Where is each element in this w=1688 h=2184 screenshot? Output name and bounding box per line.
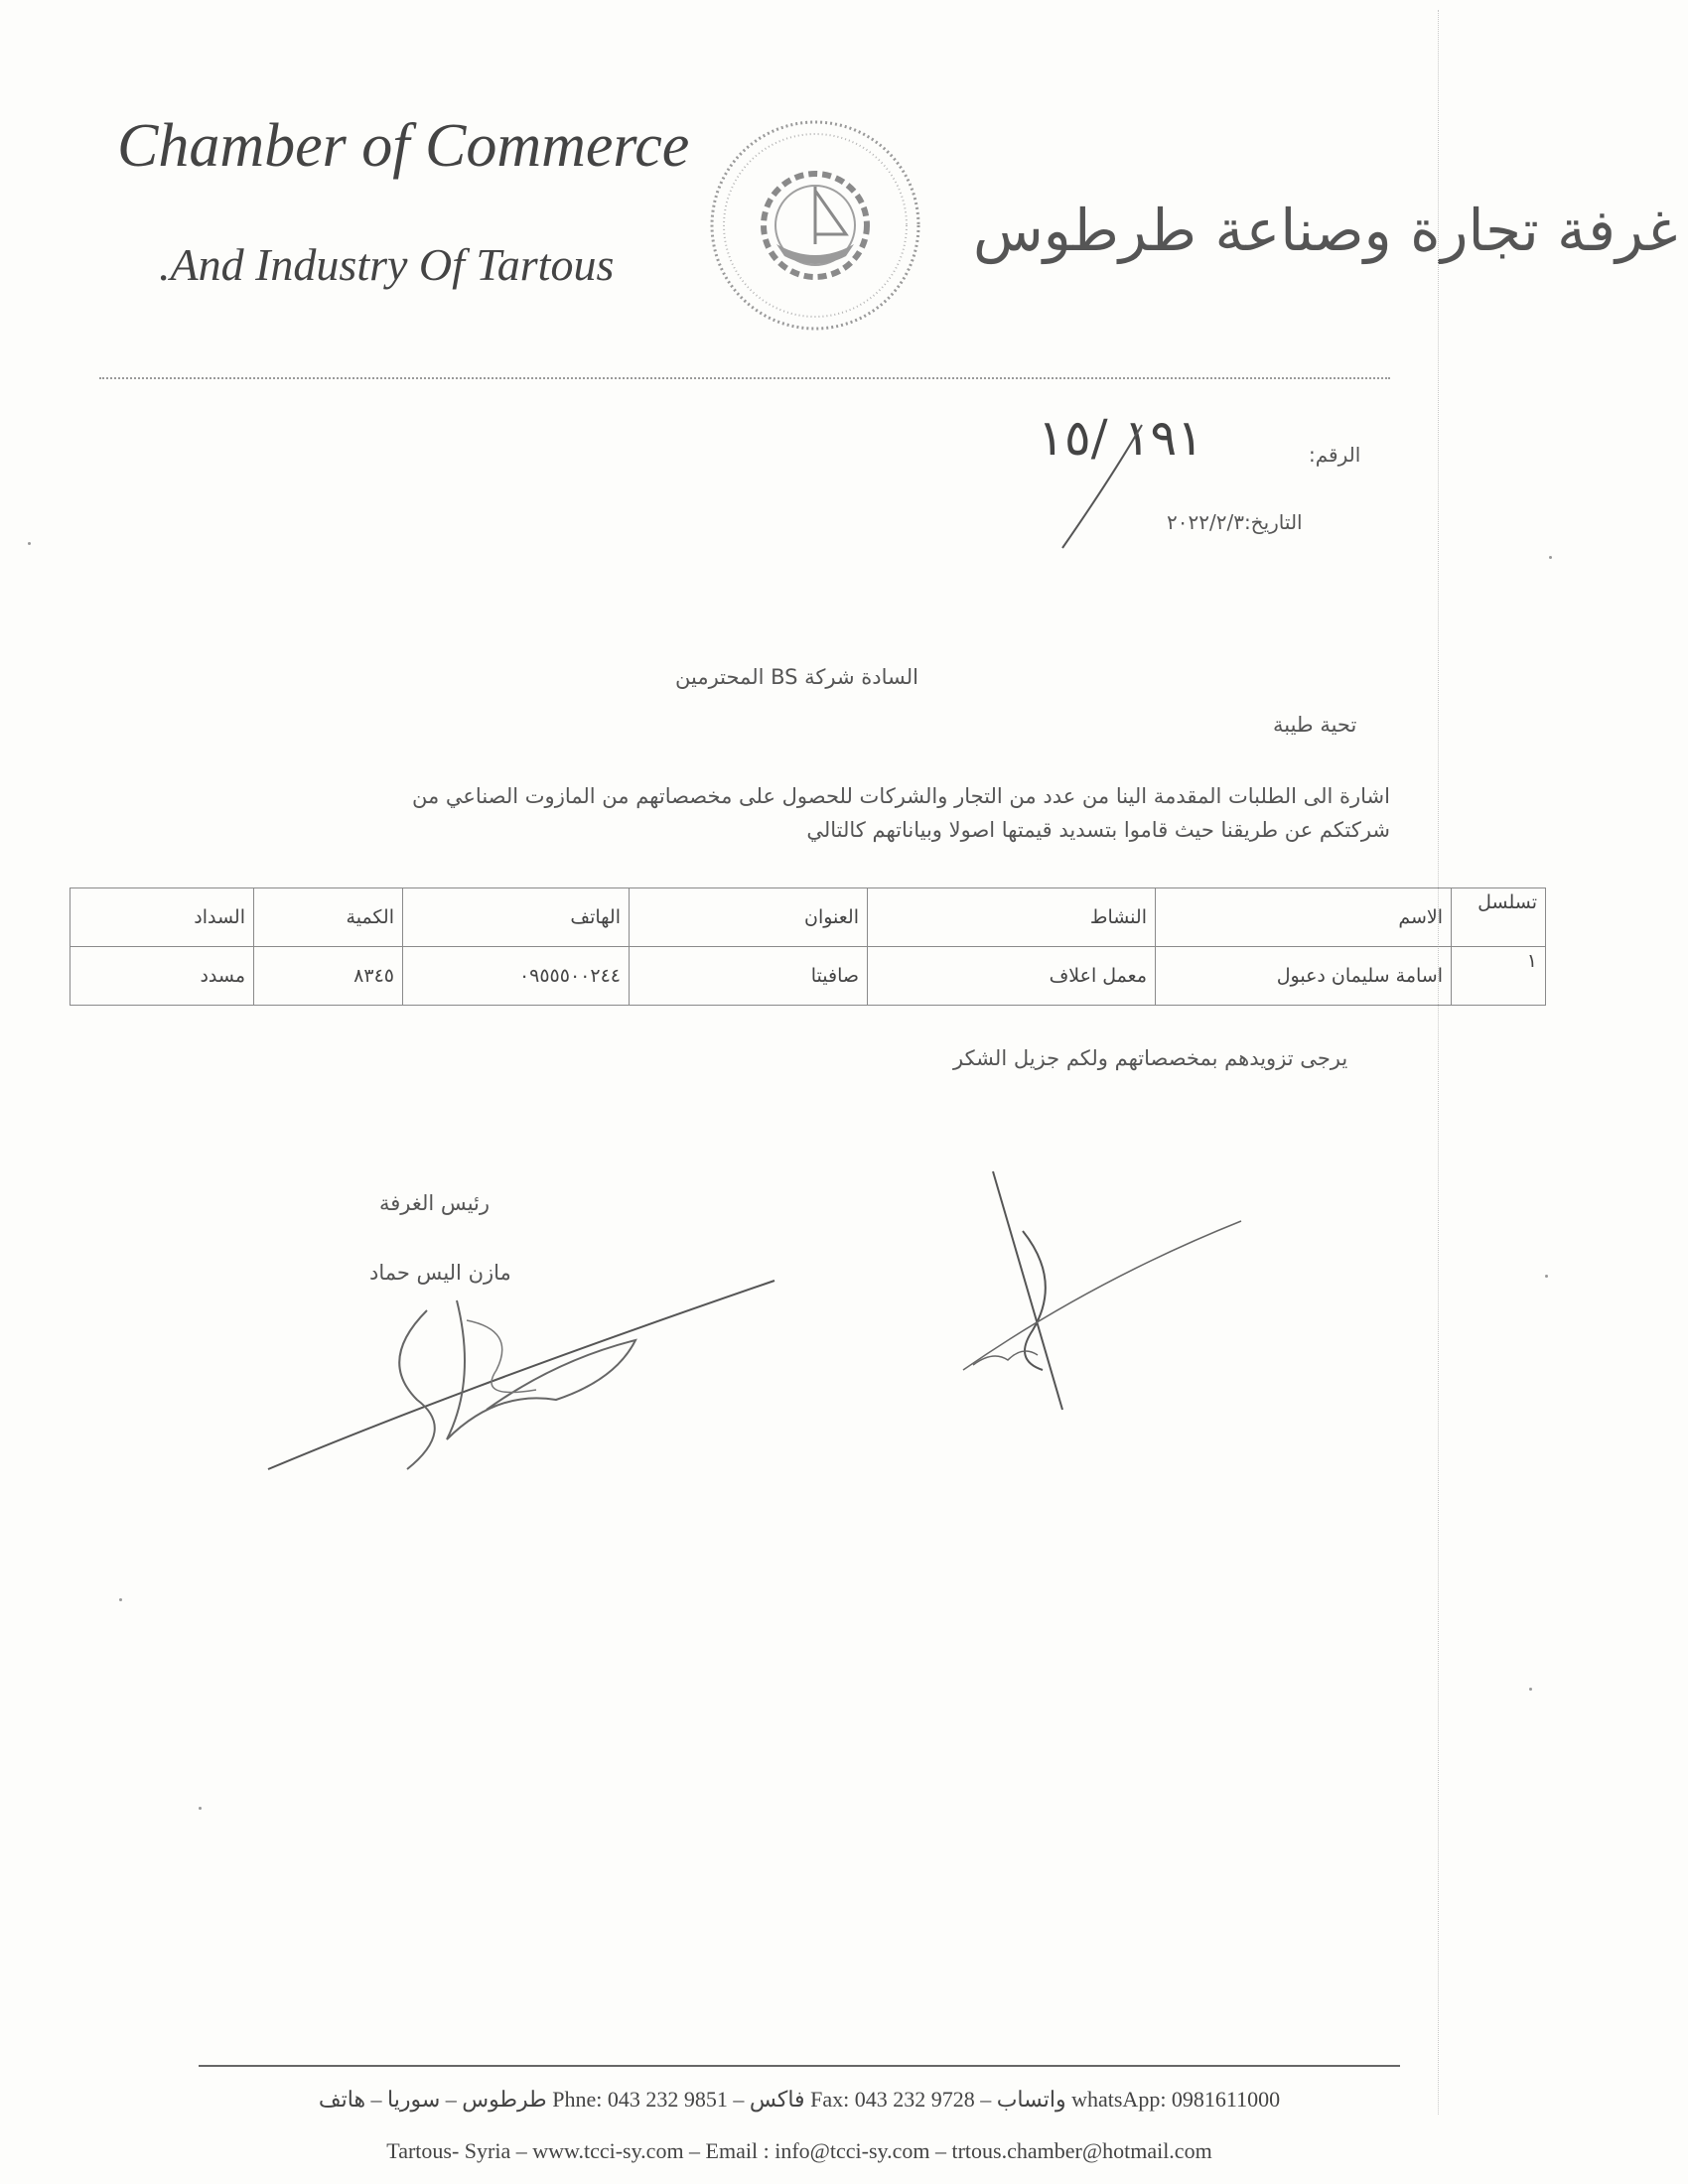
letter-closing: يرجى تزويدهم بمخصصاتهم ولكم جزيل الشكر (953, 1046, 1348, 1070)
footer-divider (199, 2065, 1400, 2067)
cell-phone: ٠٩٥٥٥٠٠٢٤٤ (403, 947, 630, 1006)
cell-activity: معمل اعلاف (868, 947, 1156, 1006)
header-phone: الهاتف (403, 888, 630, 947)
reference-date: التاريخ:٢٠٢٢/٢/٣ (1167, 510, 1303, 534)
reference-number-label: الرقم: (1309, 443, 1361, 467)
signatory-title: رئيس الغرفة (379, 1191, 491, 1215)
header-activity: النشاط (868, 888, 1156, 947)
cell-serial: ١ (1452, 947, 1546, 1006)
english-title-line2: .And Industry Of Tartous (159, 239, 615, 290)
cell-name: اسامة سليمان دعبول (1156, 947, 1452, 1006)
header-name: الاسم (1156, 888, 1452, 947)
handwritten-slash (1053, 417, 1162, 556)
letter-addressee: السادة شركة BS المحترمين (675, 665, 918, 689)
cell-address: صافيتا (630, 947, 868, 1006)
letter-body-line2: شركتكم عن طريقنا حيث قاموا بتسديد قيمتها اصولا وبياناتهم كالتالي (806, 818, 1390, 842)
table-header-row (70, 888, 1546, 947)
signatory-name: مازن اليس حماد (369, 1261, 511, 1285)
english-title-line1: Chamber of Commerce (117, 112, 690, 180)
header-divider (99, 377, 1390, 379)
chamber-seal-logo (707, 117, 923, 334)
header-payment: السداد (70, 888, 254, 947)
letter-body-line1: اشارة الى الطلبات المقدمة الينا من عدد من التجار والشركات للحصول على مخصصاتهم من المازوت الصناعي من (411, 784, 1390, 808)
scan-speck (199, 1807, 202, 1810)
header-address: العنوان (630, 888, 868, 947)
letter-greeting: تحية طيبة (1273, 713, 1357, 737)
margin-line (1438, 10, 1439, 2115)
reference-number-handwritten: ١٩١ /١٥ (1038, 409, 1204, 467)
scan-speck (1549, 556, 1552, 559)
scan-speck (28, 542, 31, 545)
header-quantity: الكمية (254, 888, 403, 947)
applicants-table (70, 887, 1546, 1006)
scan-speck (119, 1598, 122, 1601)
scan-speck (1529, 1688, 1532, 1691)
footer-web-line: Tartous- Syria – www.tcci-sy.com – Email : info@tcci-sy.com – trtous.chamber@hotmail.com (386, 2138, 1212, 2163)
table-row (70, 947, 1546, 1006)
footer-contact-line: طرطوس – سوريا – هاتف Phne: 043 232 9851 – فاكس Fax: 043 232 9728 – واتساب whatsApp: 0981611000 (318, 2087, 1281, 2112)
arabic-title: غرفة تجارة وصناعة طرطوس (973, 197, 1678, 264)
scan-speck (1545, 1275, 1548, 1278)
header-serial: تسلسل (1452, 888, 1546, 947)
chairman-signature (258, 1241, 814, 1489)
cell-payment: مسدد (70, 947, 254, 1006)
second-signature (953, 1161, 1251, 1420)
cell-quantity: ٨٣٤٥ (254, 947, 403, 1006)
